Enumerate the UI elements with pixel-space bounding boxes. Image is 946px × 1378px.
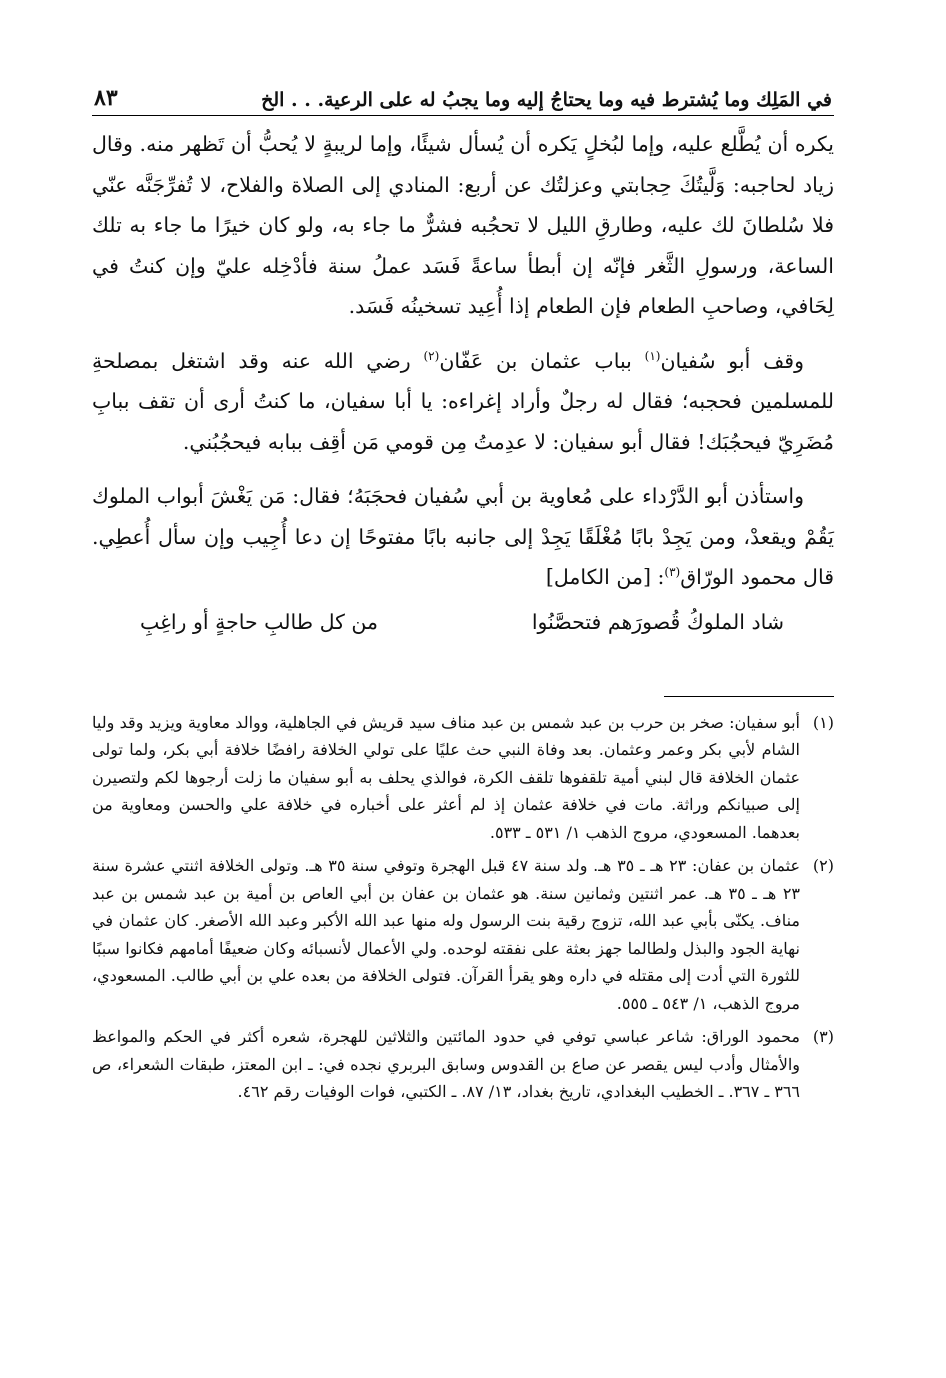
footnote-number: (٣) [812, 1027, 834, 1046]
p3-text-a: واستأذن أبو الدَّرْداء على مُعاوية بن أبي سُفيان فحجَبَهُ؛ فقال: مَن يَغْشَ أبواب الملوك يَقُمْ ويقعدْ، ومن يَجِدْ بابًا مُغْلَقًا يَجِدْ إلى جانبه بابًا مفتوحًا إن دعا أُجِيب وإن سأل أُعطِي. قال محمود الورّاق [92, 484, 834, 589]
footnote-ref-2[interactable]: (٢) [423, 348, 440, 363]
p2-text-c: رضي الله عنه وقد اشتغل بمصلحةِ للمسلمين فحجبه؛ فقال له رجلٌ وأراد إغراءه: يا أبا سفيان، ما كنتُ أرى أن تقف ببابِ مُضَرِيّ فيحجُبَك! فقال أبو سفيان: لا عدِمتُ مِن قومي مَن أقِف ببابه فيحجُبُني. [92, 348, 834, 454]
footnotes [92, 709, 834, 1106]
page-number: ٨٣ [94, 85, 118, 111]
verse-first-hemistich: شاد الملوكُ قُصورَهم فتحصَّنُوا [531, 609, 784, 634]
footnote-number: (٢) [812, 856, 834, 875]
footnote-number: (١) [812, 712, 834, 732]
verse-second-hemistich: من كل طالبِ حاجةٍ أو راغِبِ [140, 609, 379, 634]
paragraph-2 [92, 341, 834, 463]
paragraph-3 [92, 476, 834, 598]
main-text [92, 124, 834, 598]
book-page [92, 78, 834, 1338]
poem-verse [92, 608, 834, 634]
footnote-1 [92, 709, 834, 847]
footnote-3 [92, 1023, 834, 1106]
footnote-text: عثمان بن عفان: ٢٣ هـ ـ ٣٥ هـ. ولد سنة ٤٧ قبل الهجرة وتوفي سنة ٣٥ هـ. وتولى الخلافة اثنتي عشرة سنة ٢٣ هـ ـ ٣٥ هـ. عمر اثنتين وثمانين سنة. هو عثمان بن عفان بن أبي العاص بن أمية بن عبد شمس بن عبد مناف. يكنّى بأبي عبد الله، تزوج رقية بنت الرسول وله منها عبد الله الأكبر وعبد الله الأصغر. كان عثمان في نهاية الجود والبذل ولطالما جهز بعثة على نفقته لوحده. ولي الأعمال لأنسبائه وكان ضعيفًا أمامهم فكانوا سببًا للثورة التي أدت إلى مقتله في داره وهو يقرأ القرآن. فتولى الخلافة من بعده علي بن أبي طالب. المسعودي، مروج الذهب، ١/ ٥٤٣ ـ ٥٥٥. [92, 856, 801, 1013]
footnote-separator [664, 696, 834, 697]
p3-text-b: : [من الكامل] [545, 565, 665, 589]
footnote-ref-3[interactable]: (٣) [664, 565, 681, 580]
footnote-ref-1[interactable]: (١) [644, 348, 661, 363]
footnote-text: أبو سفيان: صخر بن حرب بن عبد شمس بن عبد مناف سيد قريش في الجاهلية، ووالد معاوية ويزيد وقد وليا الشام لأبي بكر وعمر وعثمان. بعد وفاة النبي حث عليًا على تولي الخلافة رافضًا خلافة أبي بكر، ولما تولى عثمان الخلافة قال لبني أمية تلقفوها تلقف الكرة، فوالذي يحلف به أبو سفيان ما زلت أرجوها لكم ولتصيرن إلى صبيانكم وراثة. مات في خلافة عثمان إذ لم أعثر على أخباره في خلافة علي والحسن ومعاوية من بعدهما. المسعودي، مروج الذهب ١/ ٥٣١ ـ ٥٣٣. [92, 712, 801, 842]
p2-text-a: وقف أبو سُفيان [660, 348, 804, 373]
running-header [92, 78, 834, 116]
footnote-text: محمود الوراق: شاعر عباسي توفي في حدود المائتين والثلاثين للهجرة، شعره أكثر في الحكم والمواعظ والأمثال وأدب ليس يقصر عن صاع بن القدوس وسابق البربري نجده في: ـ ابن المعتز، طبقات الشعراء، ص ٣٦٦ ـ ٣٦٧. ـ الخطيب البغدادي، تاريخ بغداد، ١٣/ ٨٧. ـ الكتبي، فوات الوفيات رقم ٤٦٢. [92, 1027, 800, 1101]
paragraph-1: يكره أن يُطَّلع عليه، وإما لبُخلٍ يَكره أن يُسأل شيئًا، وإما لريبةٍ لا يُحبُّ أن تَظهر منه. وقال زياد لحاجبه: وَلَّيتُكَ حِجابتي وعزلتُك عن أربع: المنادي إلى الصلاة والفلاح، لا تُفرِّجَنَّه عنّي فلا سُلطانَ لك عليه، وطارقِ الليل لا تحجُبه فشرٌّ ما جاء به، ولو كان خيرًا ما جاء به تلك الساعة، ورسولِ الثَّغر فإنّه إن أبطأ ساعةً فَسَد عملُ سنة فأدْخِله عليّ وإن كنتُ في لِحَافي، وصاحبِ الطعام فإن الطعام إذا أُعِيد تسخينُه فَسَد. [92, 132, 834, 318]
header-title: في المَلِك وما يُشترط فيه وما يحتاجُ إليه وما يجبُ له على الرعية. . . الخ [261, 89, 832, 111]
p2-text-b: بباب عثمان بن عَفّان [439, 348, 645, 373]
footnote-2 [92, 852, 834, 1017]
